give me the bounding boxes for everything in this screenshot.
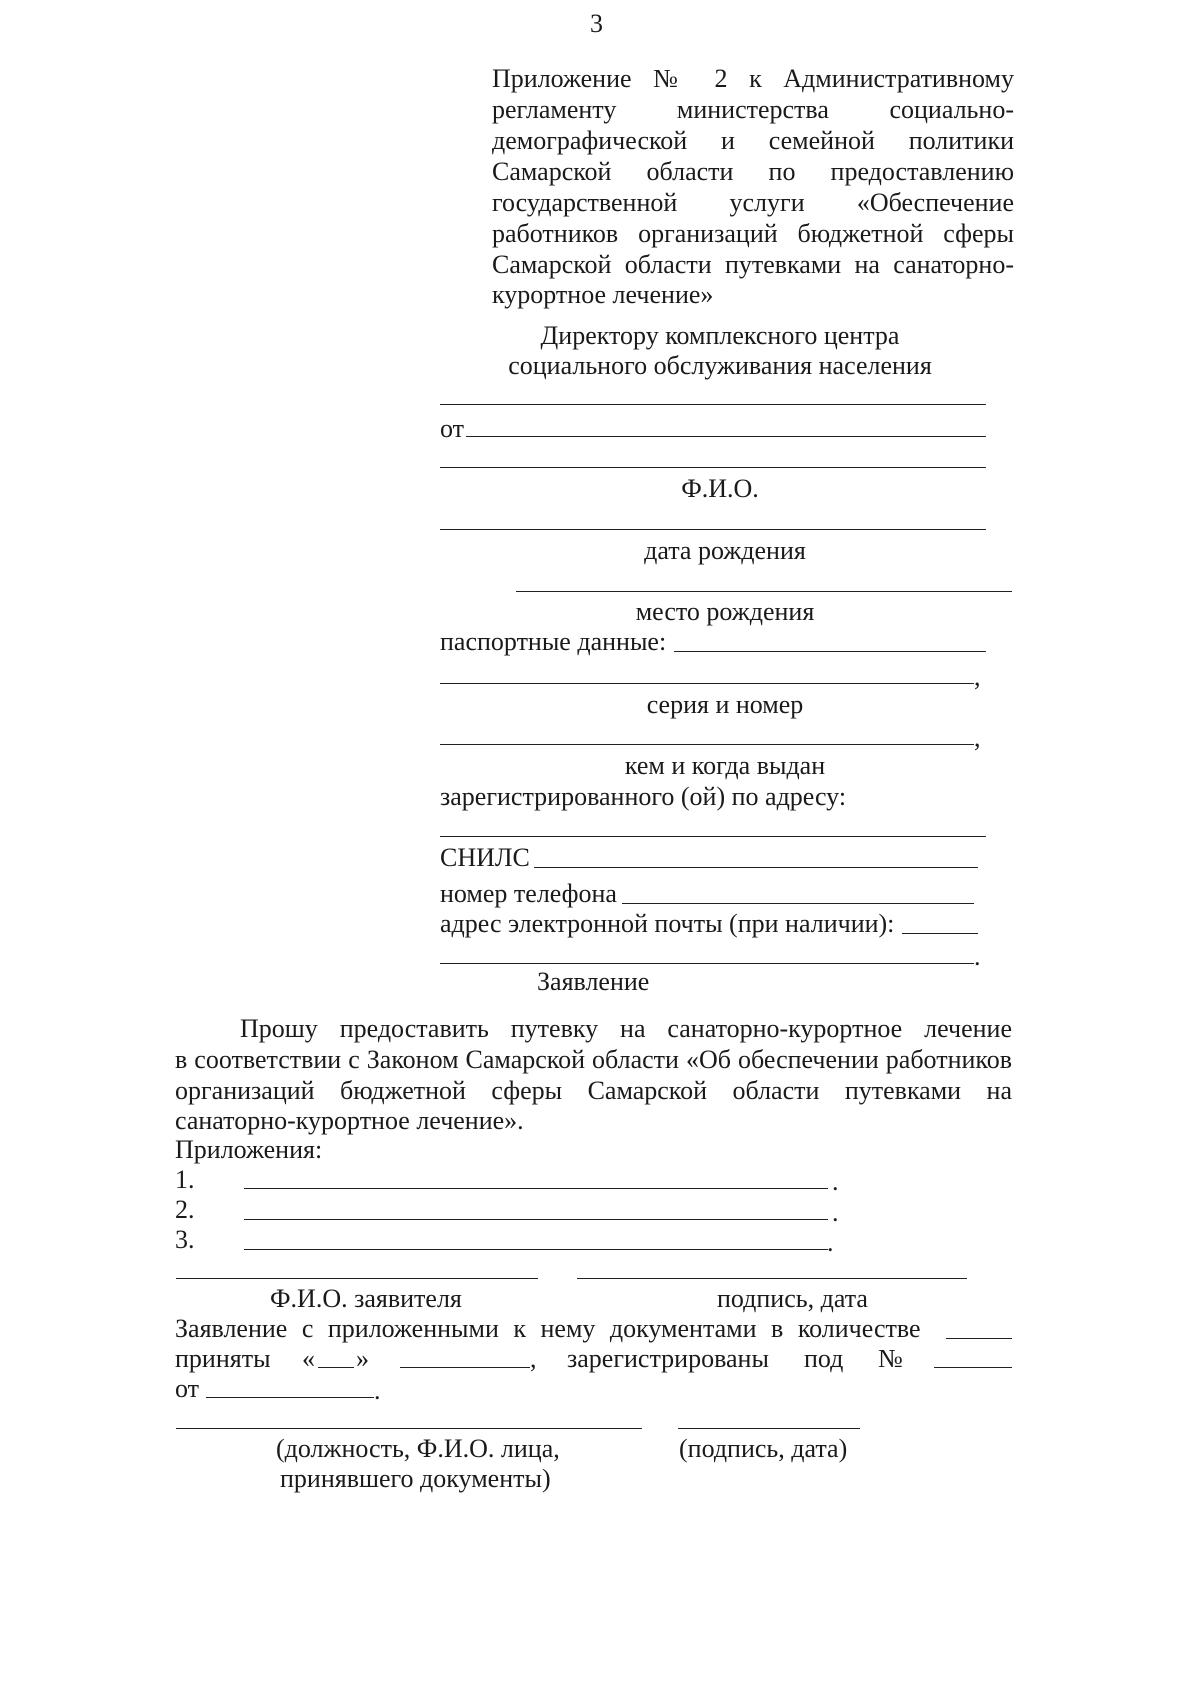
- appendix-line: курортное лечение»: [492, 280, 714, 309]
- birth-place-caption: место рождения: [635, 597, 815, 626]
- period: .: [374, 1376, 381, 1405]
- official-signature-field[interactable]: [678, 1428, 860, 1429]
- passport-issued-field[interactable]: [440, 744, 974, 745]
- registration-date-field[interactable]: [206, 1397, 374, 1398]
- quote-close: »: [356, 1344, 369, 1373]
- snils-label: СНИЛС: [440, 843, 530, 872]
- position-caption-1: (должность, Ф.И.О. лица,: [276, 1434, 560, 1463]
- registered-label: зарегистрированы: [567, 1344, 769, 1373]
- applicant-fio-field[interactable]: [176, 1278, 538, 1279]
- documents-count-field[interactable]: [946, 1338, 1012, 1339]
- from-label: от: [440, 414, 465, 443]
- attachment-field[interactable]: [244, 1188, 828, 1189]
- registration-number-field[interactable]: [934, 1367, 1012, 1368]
- number-sign: №: [878, 1344, 903, 1373]
- under-label: под: [804, 1344, 844, 1373]
- attachment-field[interactable]: [244, 1249, 828, 1250]
- from-label-2: от: [175, 1374, 200, 1403]
- attachment-end: .: [832, 1167, 839, 1196]
- series-caption: серия и номер: [646, 690, 804, 719]
- appendix-line: демографической и семейной политики: [492, 126, 1014, 155]
- phone-label: номер телефона: [440, 879, 617, 908]
- comma: ,: [530, 1344, 537, 1373]
- addressee-line-1: Директору комплексного центра: [540, 321, 900, 350]
- received-text: Заявление с приложенными к нему документами в количестве: [175, 1314, 921, 1343]
- statement-body-line: в соответствии с Законом Самарской области «Об обеспечении работников: [175, 1045, 1012, 1074]
- address-field[interactable]: [440, 836, 986, 837]
- appendix-line: Самарской области по предоставлению: [492, 157, 1014, 186]
- phone-field[interactable]: [622, 903, 974, 904]
- birth-date-caption: дата рождения: [644, 536, 806, 565]
- attachment-end: .: [832, 1198, 839, 1227]
- addressee-line-2: социального обслуживания населения: [508, 351, 932, 380]
- sign-date-caption: подпись, дата: [717, 1284, 868, 1313]
- birth-place-field[interactable]: [516, 591, 1012, 592]
- appendix-line: государственной услуги «Обеспечение: [492, 188, 1014, 217]
- snils-field[interactable]: [534, 867, 978, 868]
- appendix-line: работников организаций бюджетной сферы: [492, 219, 1014, 248]
- issued-caption: кем и когда выдан: [624, 751, 826, 780]
- appendix-line: Самарской области путевками на санаторно-: [492, 250, 1014, 279]
- from-field[interactable]: [466, 436, 986, 437]
- address-label: зарегистрированного (ой) по адресу:: [440, 782, 847, 811]
- email-label: адрес электронной почты (при наличии):: [440, 909, 895, 938]
- quote-open: «: [302, 1344, 315, 1373]
- fio-field[interactable]: [440, 467, 986, 468]
- attachment-number: 2.: [175, 1195, 195, 1224]
- passport-series-field[interactable]: [440, 683, 974, 684]
- appendix-line: регламенту министерства социально-: [492, 95, 1014, 124]
- attachment-field[interactable]: [244, 1219, 828, 1220]
- period: .: [974, 942, 981, 971]
- appendix-line: Приложение № 2 к Административному: [492, 64, 1014, 93]
- birth-date-field[interactable]: [440, 529, 986, 530]
- passport-field[interactable]: [674, 651, 986, 652]
- attachments-label: Приложения:: [175, 1135, 323, 1164]
- fio-caption: Ф.И.О.: [681, 474, 759, 503]
- applicant-signature-field[interactable]: [577, 1278, 967, 1279]
- addressee-name-field[interactable]: [440, 404, 986, 405]
- statement-body-line: Прошу предоставить путевку на санаторно-курортное лечение: [240, 1014, 1012, 1043]
- accepted-day-field[interactable]: [318, 1367, 354, 1368]
- sign-date-caption-2: (подпись, дата): [679, 1434, 848, 1463]
- official-fio-field[interactable]: [176, 1428, 642, 1429]
- comma: ,: [974, 723, 981, 752]
- email-field-continued[interactable]: [440, 963, 974, 964]
- position-caption-2: принявшего документы): [280, 1464, 551, 1493]
- attachment-end: .: [827, 1228, 834, 1257]
- accepted-month-field[interactable]: [400, 1367, 530, 1368]
- attachment-number: 3.: [175, 1225, 195, 1254]
- accepted-label: приняты: [175, 1344, 271, 1373]
- applicant-fio-caption: Ф.И.О. заявителя: [270, 1284, 462, 1313]
- email-field[interactable]: [902, 933, 978, 934]
- attachment-number: 1.: [175, 1165, 195, 1194]
- passport-label: паспортные данные:: [440, 627, 667, 656]
- statement-body-line: санаторно-курортное лечение».: [175, 1106, 524, 1135]
- page-number: 3: [590, 9, 603, 38]
- statement-body-line: организаций бюджетной сферы Самарской области путевками на: [175, 1076, 1012, 1105]
- comma: ,: [974, 662, 981, 691]
- statement-title: Заявление: [537, 967, 650, 996]
